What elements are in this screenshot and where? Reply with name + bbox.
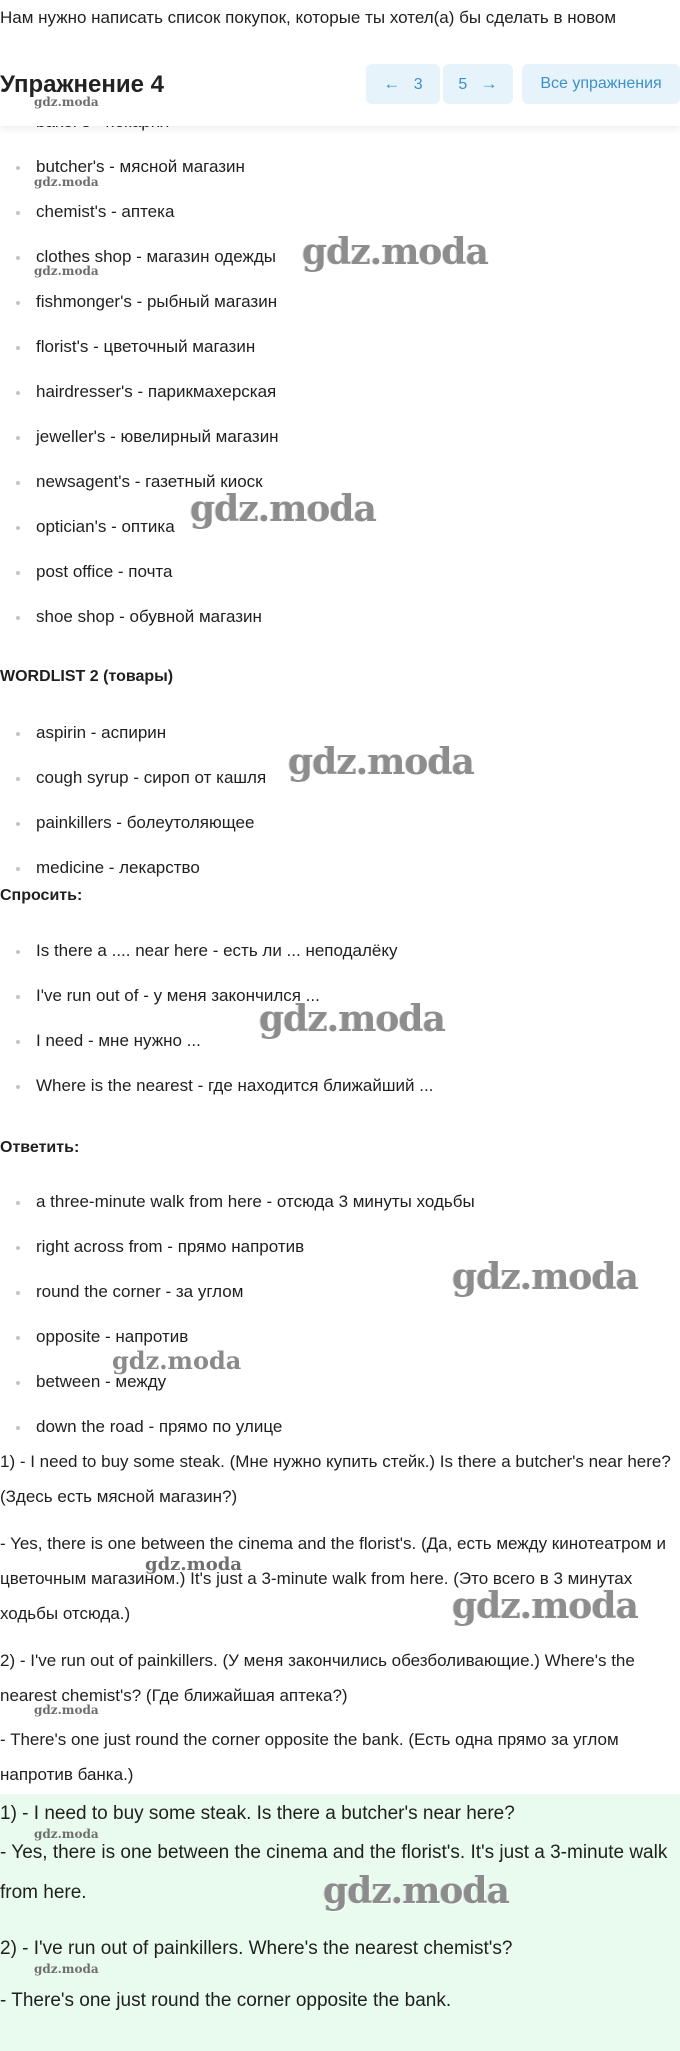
answer-line: 2) - I've run out of painkillers. Where's the nearest chemist's? <box>0 1938 513 1959</box>
list-item: between - между <box>36 1372 167 1391</box>
list-item: opposite - напротив <box>36 1327 189 1346</box>
list-item: cough syrup - сироп от кашля <box>36 768 267 787</box>
list-item: florist's - цветочный магазин <box>36 337 256 356</box>
list-item: butcher's - мясной магазин <box>36 157 245 176</box>
watermark-small: gdz.moda <box>34 1962 99 1976</box>
list-item: medicine - лекарство <box>36 858 200 877</box>
intro-text: Нам нужно написать список покупок, которые ты хотел(а) бы сделать в новом <box>0 8 617 27</box>
answer-block <box>0 1794 680 2051</box>
answer-line: 1) - I need to buy some steak. Is there a butcher's near here? <box>0 1803 515 1824</box>
watermark: gdz.moda <box>302 231 488 273</box>
watermark-small: gdz.moda <box>34 264 99 278</box>
next-exercise-number: 5 <box>458 76 468 93</box>
dialogue-paragraph: - Yes, there is one between the cinema and the florist's. (Да, есть между кинотеатром и цветочным магазином.) It's just a 3-minute walk from here. (Это всего в 3 минутах ходьбы отсюда.) <box>0 1534 666 1623</box>
watermark-small: gdz.moda <box>145 1554 242 1575</box>
dialogue-paragraph: - There's one just round the corner opposite the bank. (Есть одна прямо за углом напротив банка.) <box>0 1730 619 1784</box>
watermark: gdz.moda <box>259 998 445 1040</box>
watermark: gdz.moda <box>323 1870 509 1912</box>
ask-heading: Спросить: <box>0 887 83 904</box>
list-item: down the road - прямо по улице <box>36 1417 283 1436</box>
answer-heading: Ответить: <box>0 1139 80 1156</box>
list-item: clothes shop - магазин одежды <box>36 247 276 266</box>
watermark: gdz.moda <box>112 1346 242 1375</box>
list-item: Is there a .... near here - есть ли ... неподалёку <box>36 941 398 960</box>
exercise-header <box>0 50 680 126</box>
list-item: jeweller's - ювелирный магазин <box>36 427 279 446</box>
list-item: right across from - прямо напротив <box>36 1237 305 1256</box>
watermark-small: gdz.moda <box>34 175 99 189</box>
list-item: newsagent's - газетный киоск <box>36 472 263 491</box>
list-item: I need - мне нужно ... <box>36 1031 201 1050</box>
arrow-left-icon: ← <box>383 74 401 93</box>
watermark: gdz.moda <box>288 741 474 783</box>
watermark: gdz.moda <box>190 488 376 530</box>
list-item: aspirin - аспирин <box>36 723 167 742</box>
page-title: Упражнение 4 <box>0 71 164 98</box>
list-item: hairdresser's - парикмахерская <box>36 382 277 401</box>
prev-exercise-number: 3 <box>413 76 423 93</box>
watermark: gdz.moda <box>452 1256 638 1298</box>
list-item: shoe shop - обувной магазин <box>36 607 262 626</box>
list-item: Where is the nearest - где находится ближайший ... <box>36 1076 434 1095</box>
list-item: fishmonger's - рыбный магазин <box>36 292 278 311</box>
list-item: post office - почта <box>36 562 173 581</box>
list-item: chemist's - аптека <box>36 202 175 221</box>
next-exercise-button[interactable] <box>443 64 513 104</box>
answer-line: - There's one just round the corner opposite the bank. <box>0 1990 452 2011</box>
list-item: I've run out of - у меня закончился ... <box>36 986 320 1005</box>
arrow-right-icon: → <box>480 74 498 93</box>
list-item: painkillers - болеутоляющее <box>36 813 255 832</box>
list-item: optician's - оптика <box>36 517 175 536</box>
watermark-small: gdz.moda <box>34 1827 99 1841</box>
list-item: round the corner - за углом <box>36 1282 244 1301</box>
answer-line: - Yes, there is one between the cinema and the florist's. It's just a 3-minute walk from here. <box>0 1842 668 1903</box>
prev-exercise-button[interactable] <box>366 64 440 104</box>
watermark-small: gdz.moda <box>34 1703 99 1717</box>
all-exercises-button[interactable]: Все упражнения <box>522 64 680 104</box>
watermark-small: gdz.moda <box>34 95 99 109</box>
watermark: gdz.moda <box>452 1585 638 1627</box>
wordlist2-heading: WORDLIST 2 (товары) <box>0 668 174 685</box>
dialogue-paragraph: 1) - I need to buy some steak. (Мне нужно купить стейк.) Is there a butcher's near here? (Здесь есть мясной магазин?) <box>0 1452 671 1506</box>
list-item: a three-minute walk from here - отсюда 3 минуты ходьбы <box>36 1192 475 1211</box>
dialogue-paragraph: 2) - I've run out of painkillers. (У меня закончились обезболивающие.) Where's the nearest chemist's? (Где ближайшая аптека?) <box>0 1651 635 1705</box>
